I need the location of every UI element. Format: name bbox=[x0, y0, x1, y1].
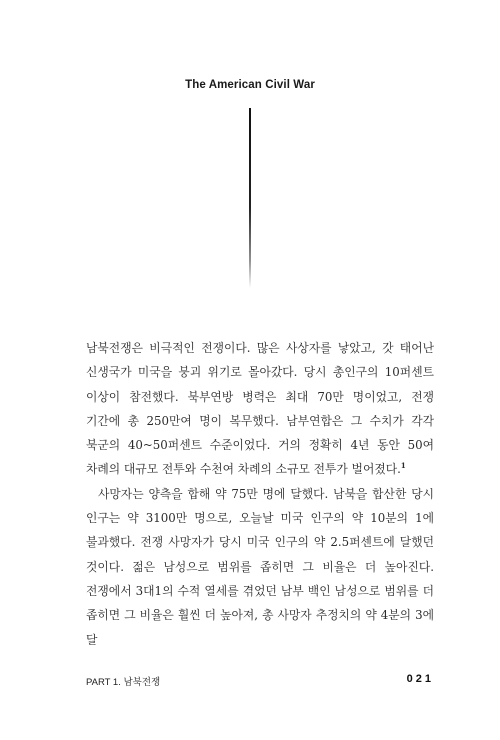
paragraph: 사망자는 양측을 합해 약 75만 명에 달했다. 남북을 합산한 당시 인구는 약 3100만 명으로, 오늘날 미국 인구의 약 10분의 1에 불과했다. 전쟁 사망자가 당시 미국 인구의 약 2.5퍼센트에 달했던 것이다. 젊은 남성으로 범위를 좁히면 그 비율은 더 높아진다. 전쟁에서 3대1의 수적 열세를 겪었던 남부 백인 남성으로 범위를 더 좁히면 그 비율은 훨씬 더 높아져, 총 사망자 추정치의 약 4분의 3에 달 bbox=[86, 486, 434, 647]
paragraph-text: 남북전쟁은 비극적인 전쟁이다. 많은 사상자를 낳았고, 갓 태어난 신생국가 미국을 붕괴 위기로 몰아갔다. 당시 총인구의 10퍼센트 이상이 참전했다. 북부연방 병력은 최대 70만 명이었고, 전쟁 기간에 총 250만여 명이 복무했다. 남부연합은 그 수치가 각각 북군의 40~50퍼센트 수준이었다. 거의 정확히 4년 동안 50여 차례의 대규모 전투와 수천여 차례의 소규모 전투가 벌어졌다. bbox=[86, 341, 434, 477]
vertical-rule bbox=[249, 108, 251, 288]
paragraph bbox=[86, 336, 434, 482]
body-text bbox=[86, 336, 434, 652]
running-footer: PART 1. 남북전쟁 bbox=[86, 677, 161, 688]
page-number: 021 bbox=[406, 673, 434, 685]
footnote-marker[interactable]: 1 bbox=[400, 461, 406, 471]
chapter-title: The American Civil War bbox=[185, 79, 315, 91]
